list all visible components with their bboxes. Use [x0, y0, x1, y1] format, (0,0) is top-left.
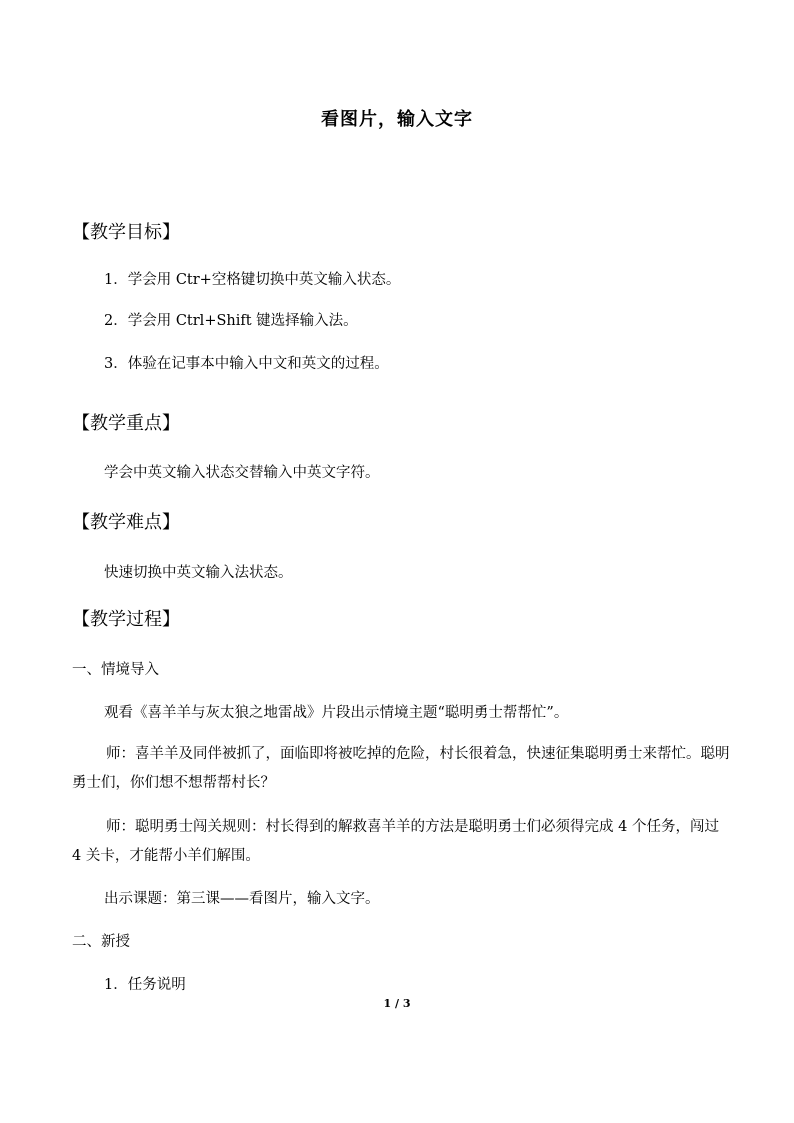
part1-title: 一、情境导入	[72, 662, 159, 678]
difficulties-text: 快速切换中英文输入法状态。	[104, 565, 293, 581]
heading-teaching-process: 【教学过程】	[72, 609, 180, 630]
heading-difficulties: 【教学难点】	[72, 512, 180, 533]
page-title: 看图片，输入文字	[321, 109, 473, 130]
process-paragraph-4: 出示课题：第三课——看图片，输入文字。	[104, 891, 380, 907]
process-paragraph-3: 师：聪明勇士闯关规则：村长得到的解救喜羊羊的方法是聪明勇士们必须得完成 4 个任务，闯过 4 关卡，才能帮小羊们解围。	[72, 819, 719, 864]
heading-teaching-goals: 【教学目标】	[72, 222, 180, 243]
key-points-text: 学会中英文输入状态交替输入中英文字符。	[104, 465, 380, 481]
subsection-1-title: 1．任务说明	[104, 977, 186, 993]
part2-title: 二、新授	[72, 934, 130, 950]
goal-item-1: 1．学会用 Ctr+空格键切换中英文输入状态。	[104, 272, 401, 288]
goal-item-3: 3．体验在记事本中输入中文和英文的过程。	[104, 356, 389, 372]
goal-item-2: 2．学会用 Ctrl+Shift 键选择输入法。	[104, 313, 358, 329]
page-number: 1 / 3	[383, 997, 411, 1010]
process-paragraph-1: 观看《喜羊羊与灰太狼之地雷战》片段出示情境主题“聪明勇士帮帮忙”。	[104, 705, 569, 721]
heading-key-points: 【教学重点】	[72, 413, 180, 434]
process-paragraph-2: 师：喜羊羊及同伴被抓了，面临即将被吃掉的危险，村长很着急，快速征集聪明勇士来帮忙。聪明勇士们，你们想不想帮帮村长？	[72, 746, 730, 791]
